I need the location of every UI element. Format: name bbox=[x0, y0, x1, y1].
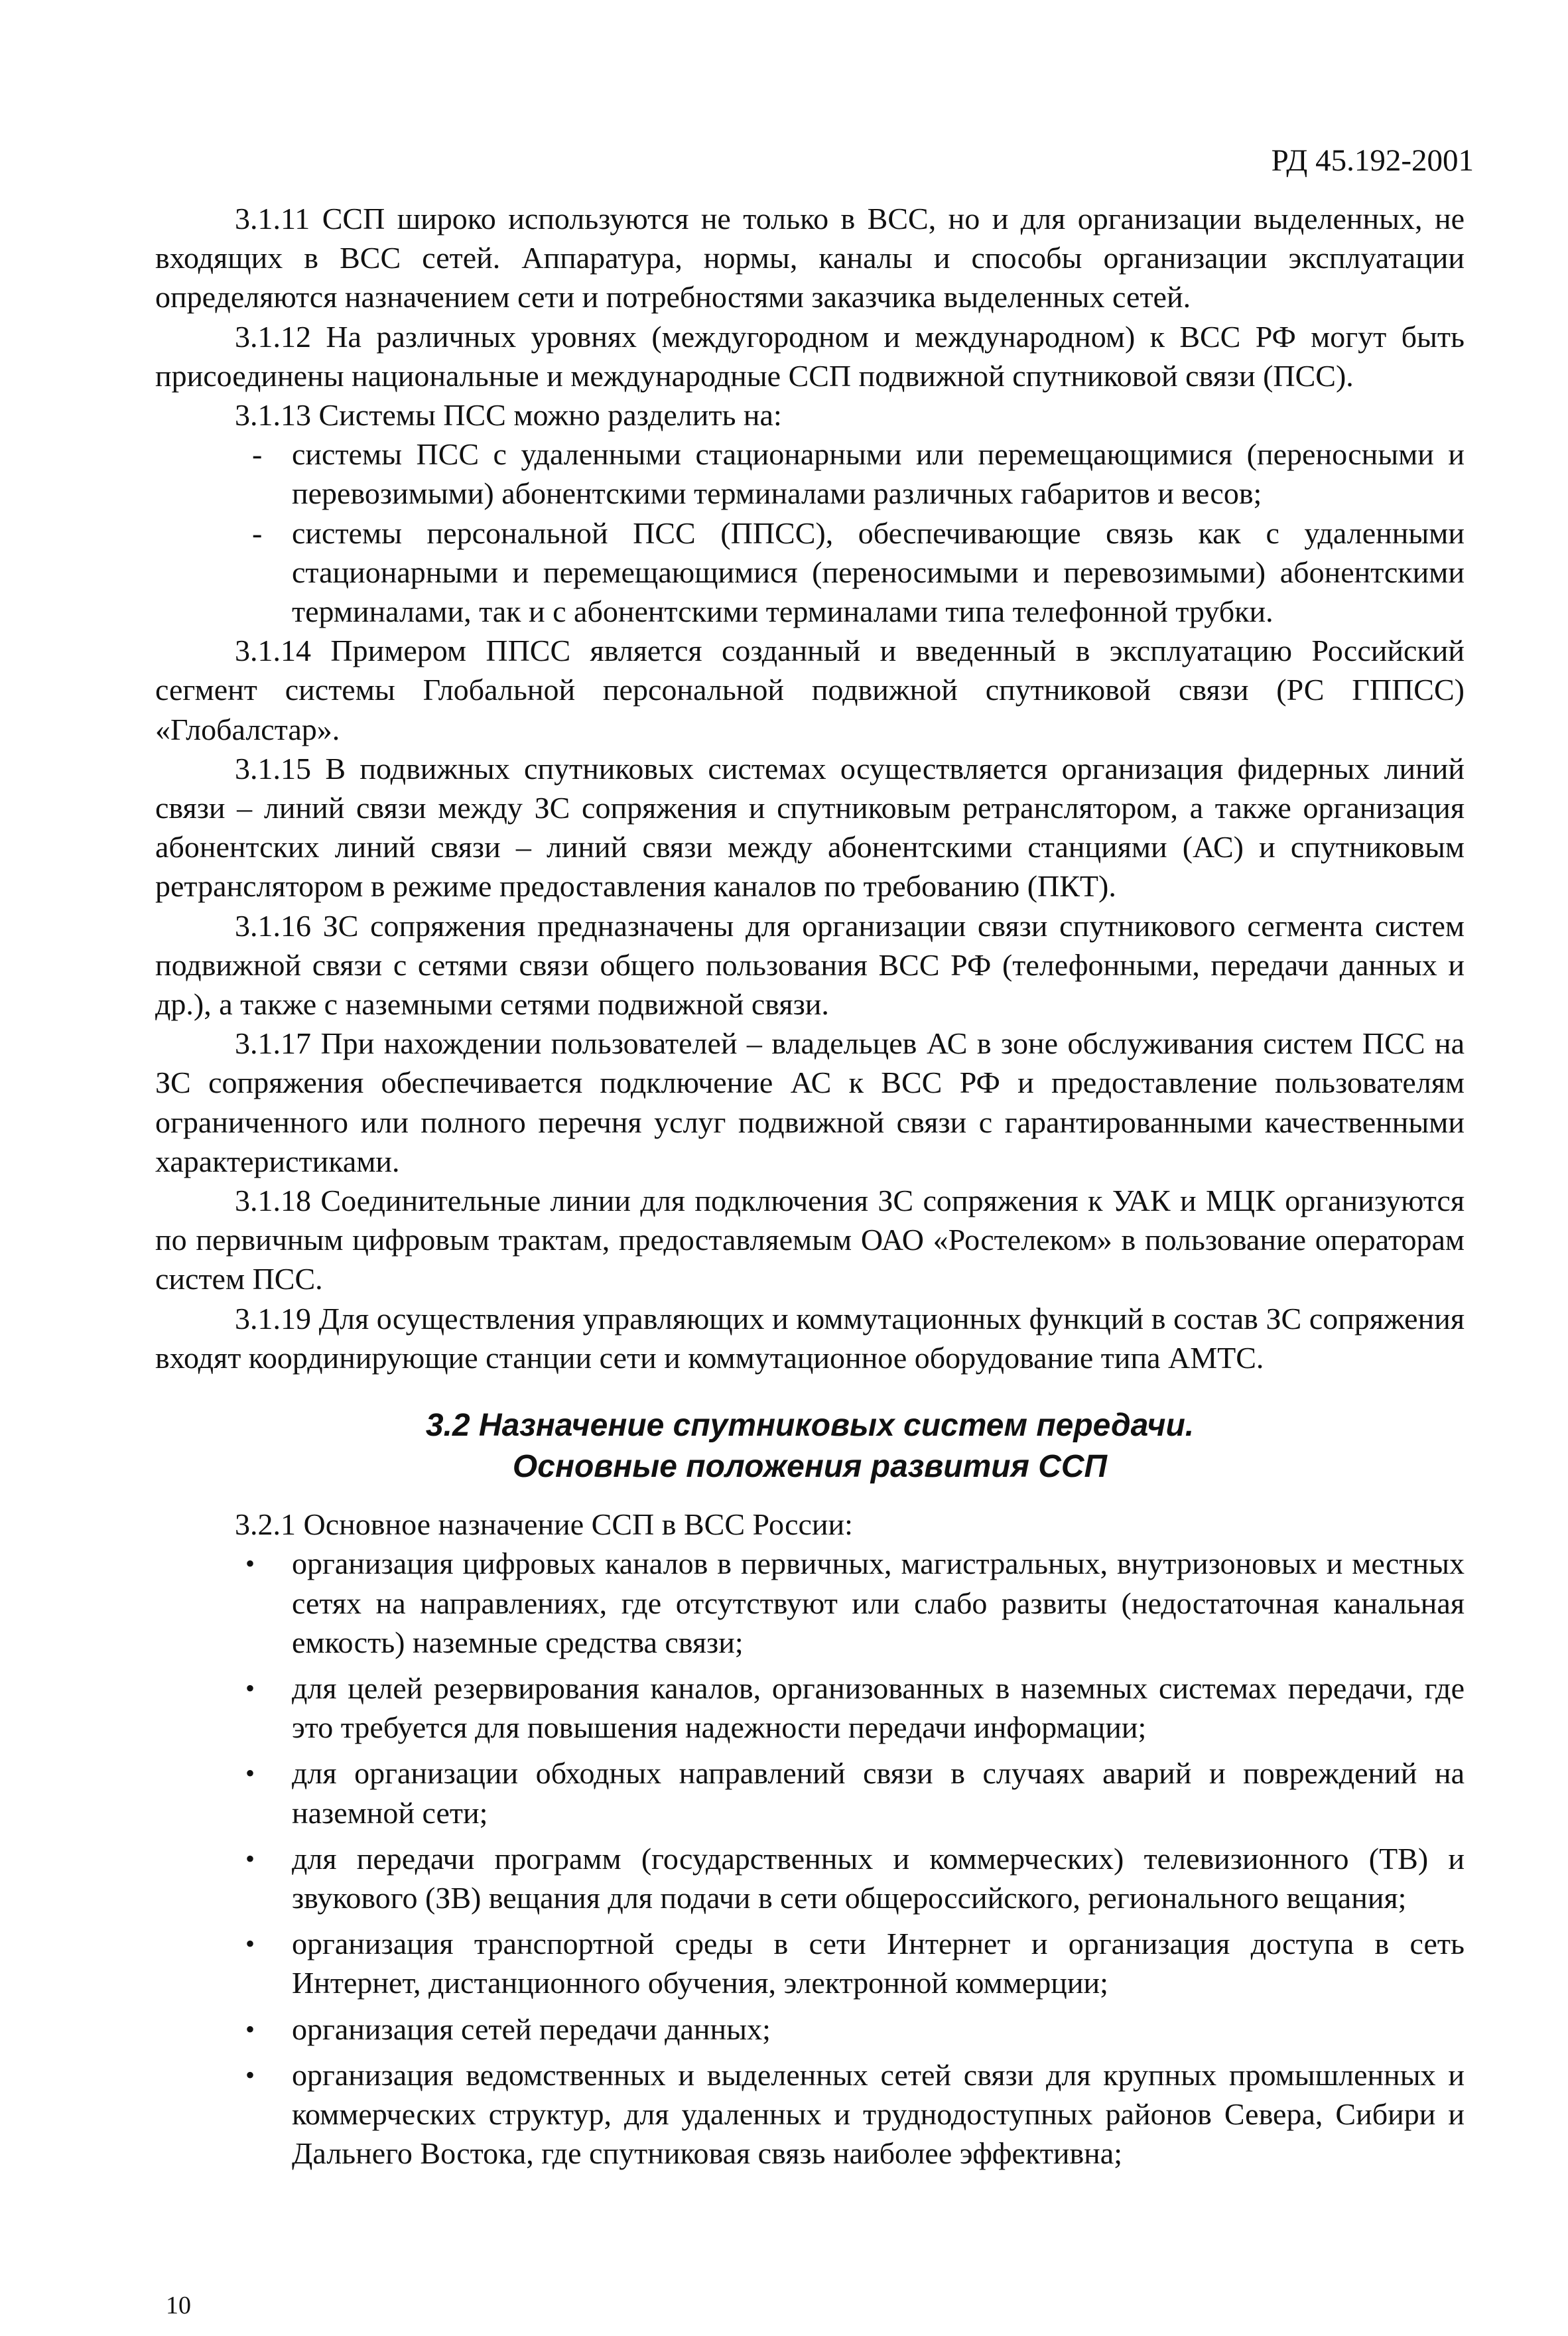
section-heading-line-1: 3.2 Назначение спутниковых систем передачи. bbox=[425, 1408, 1195, 1444]
list-item-text: для целей резервирования каналов, организованных в наземных системах передачи, где это требуется для повышения надежности передачи информации; bbox=[292, 1671, 1465, 1745]
bullet-marker: • bbox=[245, 2059, 255, 2090]
section-heading-line-2: Основные положения развития ССП bbox=[512, 1449, 1108, 1485]
list-item bbox=[155, 1839, 1465, 1917]
paragraph-3-1-12: 3.1.12 На различных уровнях (междугородном и международном) к ВСС РФ могут быть присоединены национальные и международные ССП подвижной спутниковой связи (ПСС). bbox=[155, 319, 1465, 393]
list-item-text: для организации обходных направлений связи в случаях аварий и повреждений на наземной сети; bbox=[292, 1756, 1465, 1830]
bullet-marker: • bbox=[245, 1929, 255, 1959]
list-item bbox=[155, 2010, 1465, 2049]
paragraph-3-1-15: 3.1.15 В подвижных спутниковых системах осуществляется организация фидерных линий связи – линий связи между ЗС сопряжения и спутниковым ретранслятором, а также организация абонентских линий связи – линий связи между абонентскими станциями (АС) и спутниковым ретранслятором в режиме предоставления каналов по требованию (ПКТ). bbox=[155, 751, 1465, 904]
document-code: РД 45.192-2001 bbox=[1271, 143, 1474, 178]
bullet-marker: • bbox=[245, 1843, 255, 1874]
list-item bbox=[155, 1544, 1465, 1662]
document-body bbox=[155, 199, 1465, 2179]
list-item-text: системы ПСС с удаленными стационарными или перемещающимися (переносными и перевозимыми) абонентскими терминалами различных габаритов и весов; bbox=[292, 437, 1465, 511]
dash-marker: - bbox=[252, 515, 263, 550]
paragraph-3-1-18: 3.1.18 Соединительные линии для подключения ЗС сопряжения к УАК и МЦК организуются по первичным цифровым трактам, предоставляемым ОАО «Ростелеком» в пользование операторам систем ПСС. bbox=[155, 1184, 1465, 1296]
paragraph-3-1-13: 3.1.13 Системы ПСС можно разделить на: bbox=[235, 398, 782, 433]
page-number: 10 bbox=[166, 2292, 191, 2319]
list-item bbox=[155, 435, 1465, 513]
list-item bbox=[155, 2055, 1465, 2173]
bullet-marker: • bbox=[245, 1758, 255, 1789]
list-item-text: организация ведомственных и выделенных сетей связи для крупных промышленных и коммерческих структур, для удаленных и труднодоступных районов Севера, Сибири и Дальнего Востока, где спутниковая связь наиболее эффективна; bbox=[292, 2057, 1465, 2171]
dash-marker: - bbox=[252, 437, 263, 472]
paragraph-3-2-1: 3.2.1 Основное назначение ССП в ВСС России: bbox=[235, 1507, 853, 1542]
list-item-text: организация транспортной среды в сети Интернет и организация доступа в сеть Интернет, дистанционного обучения, электронной коммерции; bbox=[292, 1927, 1465, 2000]
pss-types-list bbox=[155, 435, 1465, 631]
list-item bbox=[155, 1669, 1465, 1747]
paragraph-3-1-17: 3.1.17 При нахождении пользователей – владельцев АС в зоне обслуживания систем ПСС на ЗС сопряжения обеспечивается подключение АС к ВСС РФ и предоставление пользователям ограниченного или полного перечня услуг подвижной связи с гарантированными качественными характеристиками. bbox=[155, 1026, 1465, 1178]
bullet-marker: • bbox=[245, 2014, 255, 2044]
list-item bbox=[155, 514, 1465, 632]
list-item-text: для передачи программ (государственных и коммерческих) телевизионного (ТВ) и звукового (ЗВ) вещания для подачи в сети общероссийского, регионального вещания; bbox=[292, 1841, 1465, 1915]
paragraph-3-1-16: 3.1.16 ЗС сопряжения предназначены для организации связи спутникового сегмента систем подвижной связи с сетями связи общего пользования ВСС РФ (телефонными, передачи данных и др.), а также с наземными сетями подвижной связи. bbox=[155, 908, 1465, 1022]
ssp-purpose-list bbox=[155, 1544, 1465, 2173]
list-item-text: организация сетей передачи данных; bbox=[292, 2012, 771, 2046]
list-item-text: системы персональной ПСС (ППСС), обеспечивающие связь как с удаленными стационарными и перемещающимися (переносимыми и перевозимыми) абонентскими терминалами, так и с абонентскими терминалами типа телефонной трубки. bbox=[292, 515, 1465, 629]
list-item bbox=[155, 1924, 1465, 2002]
bullet-marker: • bbox=[245, 1673, 255, 1703]
bullet-marker: • bbox=[245, 1548, 255, 1579]
list-item bbox=[155, 1753, 1465, 1832]
paragraph-3-1-14: 3.1.14 Примером ППСС является созданный и введенный в эксплуатацию Российский сегмент системы Глобальной персональной подвижной спутниковой связи (РС ГППСС) «Глобалстар». bbox=[155, 634, 1465, 746]
section-heading-3-2 bbox=[155, 1405, 1465, 1487]
list-item-text: организация цифровых каналов в первичных, магистральных, внутризоновых и местных сетях на направлениях, где отсутствуют или слабо развиты (недостаточная канальная емкость) наземные средства связи; bbox=[292, 1546, 1465, 1659]
paragraph-3-1-19: 3.1.19 Для осуществления управляющих и коммутационных функций в состав ЗС сопряжения входят координирующие станции сети и коммутационное оборудование типа АМТС. bbox=[155, 1301, 1465, 1375]
paragraph-3-1-11: 3.1.11 ССП широко используются не только в ВСС, но и для организации выделенных, не входящих в ВСС сетей. Аппаратура, нормы, каналы и способы организации эксплуатации определяются назначением сети и потребностями заказчика выделенных сетей. bbox=[155, 202, 1465, 314]
